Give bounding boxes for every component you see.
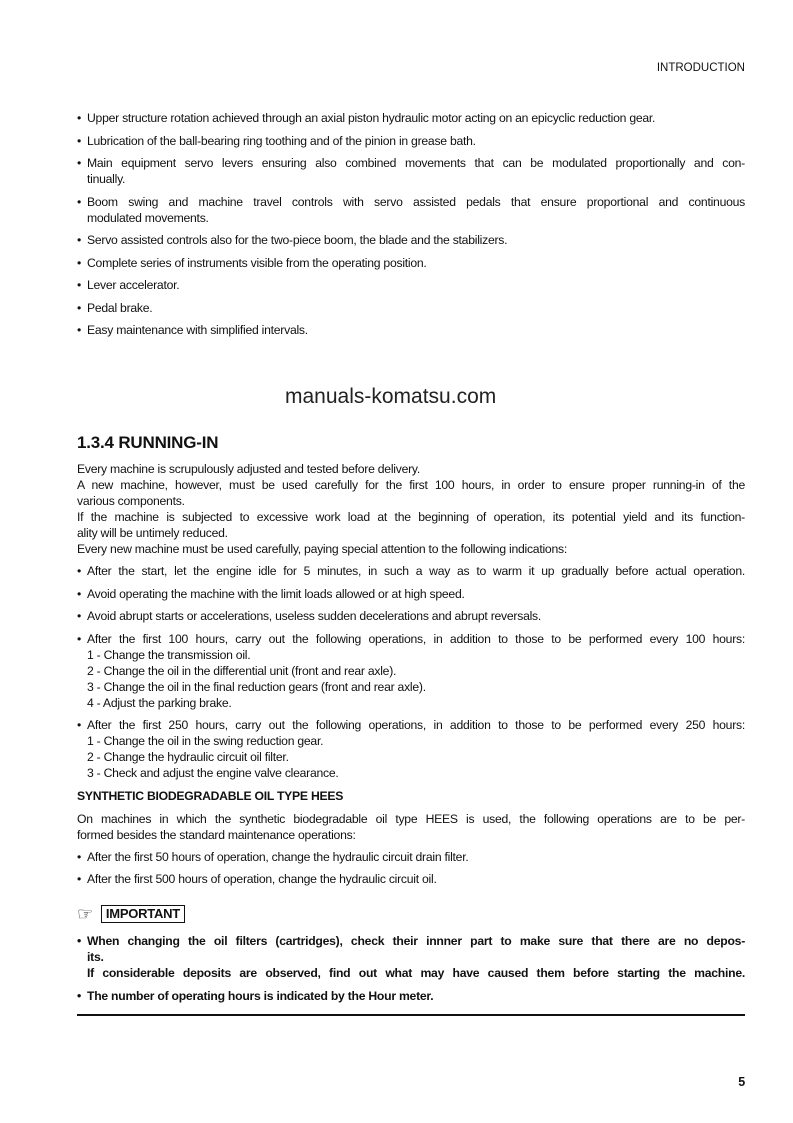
list-item: • Avoid abrupt starts or accelerations, useless sudden decelerations and abrupt reversals. <box>77 608 745 624</box>
list-item: • After the first 50 hours of operation, change the hydraulic circuit drain filter. <box>77 849 745 865</box>
list-item: • Pedal brake. <box>77 300 745 316</box>
list-item: • Lubrication of the ball-bearing ring toothing and of the pinion in grease bath. <box>77 133 745 149</box>
list-item: • When changing the oil filters (cartridges), check their innner part to make sure that there are no depos- its. If considerable deposits are observed, find out what may have caused them before starting the machine. <box>77 933 745 981</box>
important-label: IMPORTANT <box>101 905 185 923</box>
important-callout <box>77 904 745 924</box>
footer-rule <box>77 1014 745 1016</box>
running-in-section <box>77 434 745 1010</box>
list-item: • After the first 100 hours, carry out the following operations, in addition to those to be performed every 100 hours: 1 - Change the transmission oil. 2 - Change the oil in the differential unit (front and rear axle). 3 - Change the oil in the final reduction gears (front and rear axle). 4 - Adjust the parking brake. <box>77 631 745 711</box>
list-item: • Main equipment servo levers ensuring also combined movements that can be modulated proportionally and con- tinually. <box>77 155 745 187</box>
list-item: • Boom swing and machine travel controls with servo assisted pedals that ensure proportional and continuous modulated movements. <box>77 194 745 226</box>
watermark: manuals-komatsu.com <box>285 385 497 408</box>
list-item: • Avoid operating the machine with the limit loads allowed or at high speed. <box>77 586 745 602</box>
page-number: 5 <box>738 1075 745 1089</box>
intro-paragraph: Every machine is scrupulously adjusted and tested before delivery. A new machine, however, must be used carefully for the first 100 hours, in order to ensure proper running-in of the various components. If the machine is subjected to excessive work load at the beginning of operation, its potential yield and its function- ality will be untimely reduced. Every new machine must be used carefully, paying special attention to the following indications: <box>77 462 745 556</box>
list-item: • Servo assisted controls also for the two-piece boom, the blade and the stabilizers. <box>77 232 745 248</box>
list-item: • After the start, let the engine idle for 5 minutes, in such a way as to warm it up gradually before actual operation. <box>77 563 745 579</box>
feature-list <box>77 110 745 345</box>
list-item: • Easy maintenance with simplified intervals. <box>77 322 745 338</box>
list-item: • After the first 250 hours, carry out the following operations, in addition to those to be performed every 250 hours: 1 - Change the oil in the swing reduction gear. 2 - Change the hydraulic circuit oil filter. 3 - Check and adjust the engine valve clearance. <box>77 717 745 781</box>
list-item: • The number of operating hours is indicated by the Hour meter. <box>77 988 745 1004</box>
hees-paragraph: On machines in which the synthetic biodegradable oil type HEES is used, the following operations are to be per- formed besides the standard maintenance operations: <box>77 811 745 842</box>
running-header: INTRODUCTION <box>656 62 745 74</box>
list-item: • Lever accelerator. <box>77 277 745 293</box>
pointing-hand-icon: ☞ <box>77 904 93 924</box>
subheading: SYNTHETIC BIODEGRADABLE OIL TYPE HEES <box>77 788 344 803</box>
section-title: 1.3.4 RUNNING-IN <box>77 433 219 452</box>
list-item: • After the first 500 hours of operation, change the hydraulic circuit oil. <box>77 871 745 887</box>
list-item: • Complete series of instruments visible from the operating position. <box>77 255 745 271</box>
list-item: • Upper structure rotation achieved through an axial piston hydraulic motor acting on an epicyclic reduction gear. <box>77 110 745 126</box>
